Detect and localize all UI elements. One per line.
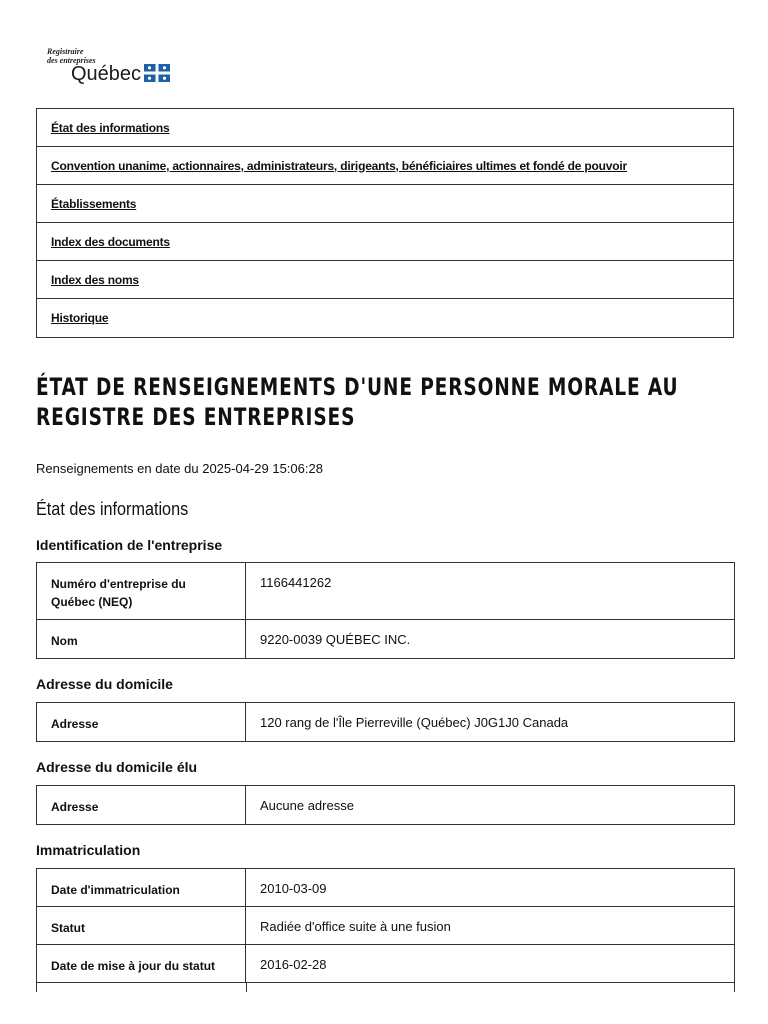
nav-item-etat — [37, 109, 733, 147]
domicile-address-value: 120 rang de l'Île Pierreville (Québec) J0G1J0 Canada — [246, 703, 735, 742]
statut-update-label: Date de mise à jour du statut — [37, 945, 246, 983]
domicile-heading: Adresse du domicile — [36, 676, 173, 692]
domicile-elu-table — [36, 785, 735, 825]
registraire-logo — [47, 47, 177, 87]
statut-update-value: 2016-02-28 — [246, 945, 735, 983]
statut-value: Radiée d'office suite à une fusion — [246, 907, 735, 945]
nav-item-convention — [37, 147, 733, 185]
nav-link-etablissements[interactable]: Établissements — [51, 196, 137, 211]
nav-item-index-noms — [37, 261, 733, 299]
table-continuation — [36, 982, 735, 992]
table-row — [37, 563, 735, 620]
neq-value: 1166441262 — [246, 563, 735, 620]
immatriculation-heading: Immatriculation — [36, 842, 141, 858]
quebec-flag-icon — [144, 64, 170, 82]
table-row — [37, 786, 735, 825]
statut-label: Statut — [37, 907, 246, 945]
identification-heading: Identification de l'entreprise — [36, 537, 223, 553]
nav-link-convention[interactable]: Convention unanime, actionnaires, administrateurs, dirigeants, bénéficiaires ultimes et fondé de pouvoir — [51, 158, 627, 173]
logo-line-2: des entreprises — [47, 56, 96, 65]
neq-label: Numéro d'entreprise du Québec (NEQ) — [37, 563, 246, 620]
domicile-elu-address-value: Aucune adresse — [246, 786, 735, 825]
table-row — [37, 620, 735, 659]
table-row — [37, 703, 735, 742]
table-row — [37, 945, 735, 983]
section-nav — [36, 108, 734, 338]
domicile-address-label: Adresse — [37, 703, 246, 742]
domicile-elu-address-label: Adresse — [37, 786, 246, 825]
info-date-line: Renseignements en date du 2025-04-29 15:06:28 — [36, 461, 323, 476]
table-row — [37, 907, 735, 945]
page-title: ÉTAT DE RENSEIGNEMENTS D'UNE PERSONNE MORALE AU REGISTRE DES ENTREPRISES — [36, 373, 679, 431]
table-row — [37, 869, 735, 907]
immatriculation-date-label: Date d'immatriculation — [37, 869, 246, 907]
nav-item-historique — [37, 299, 733, 337]
section-title: État des informations — [36, 499, 189, 519]
identification-table — [36, 562, 735, 659]
nav-link-historique[interactable]: Historique — [51, 311, 109, 325]
domicile-elu-heading: Adresse du domicile élu — [36, 759, 198, 775]
nav-link-etat[interactable]: État des informations — [51, 120, 170, 135]
immatriculation-date-value: 2010-03-09 — [246, 869, 735, 907]
nom-value: 9220-0039 QUÉBEC INC. — [246, 620, 735, 659]
nav-item-index-documents — [37, 223, 733, 261]
logo-wordmark: Québec — [71, 63, 142, 85]
nav-link-index-documents[interactable]: Index des documents — [51, 234, 170, 249]
nav-item-etablissements — [37, 185, 733, 223]
nav-link-index-noms[interactable]: Index des noms — [51, 272, 139, 287]
domicile-table — [36, 702, 735, 742]
logo-line-1: Registraire — [47, 47, 84, 56]
nom-label: Nom — [37, 620, 246, 659]
immatriculation-table — [36, 868, 735, 983]
